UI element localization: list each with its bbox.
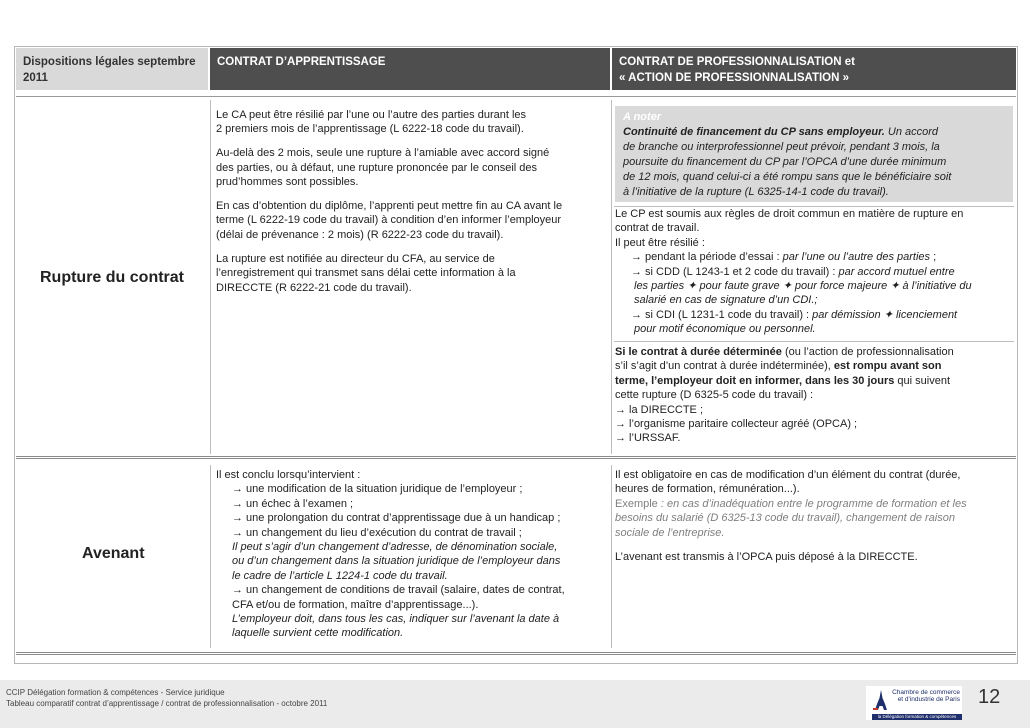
text-line: besoins du salarié (D 6325-13 code du travail), changement de raison: [615, 512, 955, 525]
text-line: → si CDI (L 1231-1 code du travail) : par démission ✦ licenciement: [631, 308, 958, 321]
text-line: [623, 125, 1005, 140]
text-line: heures de formation, rémunération...).: [615, 483, 800, 496]
text-line: Si le contrat à durée déterminée (ou l’action de professionnalisation: [615, 346, 954, 358]
text-line: des parties, ou à défaut, une rupture prononcée par le conseil des: [216, 161, 538, 174]
text-line: → l’organisme paritaire collecteur agréé (OPCA) ;: [615, 418, 858, 431]
avenant-ca-text: [216, 468, 610, 641]
row-separator-top: [16, 96, 1016, 97]
cp-inner-separator-2: [614, 341, 1014, 342]
text-line: salarié en cas de signature d’un CDI.;: [634, 294, 818, 307]
text-line: de branche ou interprofessionnel peut prévoir, pendant 3 mois, la: [623, 141, 940, 153]
text-line: s’il s’agit d’un contrat à durée indéterminée), est rompu avant son: [615, 360, 942, 373]
text-line: L’avenant est transmis à l’OPCA puis déposé à la DIRECCTE.: [615, 550, 918, 563]
text-line: poursuite du financement du CP par l’OPCA d’une durée minimum: [623, 156, 947, 168]
text-line: Le CP est soumis aux règles de droit commun en matière de rupture en: [615, 208, 964, 220]
text-line: Il est obligatoire en cas de modification d’un élément du contrat (durée,: [615, 469, 961, 481]
footer-line1: CCIP Délégation formation & compétences - Service juridique: [6, 688, 225, 697]
text-line: (délai de prévenance : 2 mois) (R 6222-23 code du travail).: [216, 228, 504, 241]
rupture-ca-text: [216, 108, 608, 295]
text-line: le cadre de l’article L 1224-1 code du travail.: [232, 569, 448, 582]
col-divider-2b: [611, 465, 612, 648]
text-line: Il est conclu lorsqu’intervient :: [216, 469, 361, 481]
text-line: à l’initiative de la rupture (L 6325-14-1 code du travail).: [623, 186, 889, 198]
text-line: → la DIRECCTE ;: [615, 403, 704, 416]
page-number: 12: [978, 686, 1001, 708]
header-cp-line1: CONTRAT DE PROFESSIONNALISATION et: [619, 56, 855, 68]
logo-line2: et d'industrie de Paris: [897, 696, 960, 703]
row-label-rupture: Rupture du contrat: [40, 269, 184, 286]
text-line: La rupture est notifiée au directeur du CFA, au service de: [216, 252, 495, 265]
text-line: Au-delà des 2 mois, seule une rupture à l’amiable avec accord signé: [216, 147, 550, 160]
text-line: Il peut s’agir d’un changement d’adresse, de dénomination sociale,: [232, 541, 558, 554]
rupture-cp-text: [615, 207, 1015, 337]
logo-line1: Chambre de commerce: [892, 689, 960, 696]
col-divider-1b: [210, 465, 211, 648]
note-bold: Continuité de financement du CP sans employeur.: [623, 126, 885, 138]
row-label-avenant: Avenant: [82, 545, 145, 562]
header-dispositions: Dispositions légales septembre 2011: [16, 48, 208, 90]
text-line: l’enregistrement qui transmet sans délai cette information à la: [216, 267, 516, 280]
text-line: Exemple : en cas d’inadéquation entre le programme de formation et les: [615, 497, 967, 510]
rupture-cp-text-2: [615, 345, 1015, 446]
text-line: → une prolongation du contrat d’apprentissage due à un handicap ;: [232, 512, 561, 525]
text-line: CFA et/ou de formation, maître d’apprentissage...).: [232, 598, 479, 611]
text-line: DIRECCTE (R 6222-21 code du travail).: [216, 281, 412, 294]
text-line: → un changement du lieu d’exécution du contrat de travail ;: [232, 526, 522, 539]
text-line: pour motif économique ou personnel.: [634, 323, 816, 336]
text-line: → un échec à l’examen ;: [232, 497, 354, 510]
header-cp-line2: « ACTION DE PROFESSIONNALISATION »: [619, 72, 850, 84]
header-contrat-apprentissage: CONTRAT D’APPRENTISSAGE: [210, 48, 610, 90]
row-separator-middle: [16, 456, 1016, 459]
text-line: de 12 mois, quand celui-ci a été rompu sans que le bénéficiaire soit: [623, 171, 952, 183]
text-line: → un changement de conditions de travail (salaire, dates de contrat,: [232, 584, 565, 597]
text-line: → l’URSSAF.: [615, 432, 681, 445]
footer-line2: Tableau comparatif contrat d’apprentissage / contrat de professionnalisation - octobre 2011: [6, 699, 328, 708]
col-divider-2a: [611, 100, 612, 454]
text-line: En cas d’obtention du diplôme, l’apprenti peut mettre fin au CA avant le: [216, 200, 563, 213]
avenant-cp-text: [615, 468, 1015, 564]
logo-text: [886, 689, 960, 703]
text-line: terme (L 6222-19 code du travail) à condition d’en informer l’employeur: [216, 214, 562, 227]
note-title: A noter: [623, 111, 662, 123]
text-line: → pendant la période d’essai : par l’une ou l’autre des parties ;: [631, 251, 937, 264]
row-separator-bottom: [16, 652, 1016, 655]
text-line: L’employeur doit, dans tous les cas, indiquer sur l’avenant la date à: [232, 613, 560, 626]
text-line: cette rupture (D 6325-5 code du travail) :: [615, 389, 814, 402]
text-line: 2 premiers mois de l’apprentissage (L 6222-18 code du travail).: [216, 123, 524, 136]
text-line: laquelle survient cette modification.: [232, 627, 404, 640]
text-line: sociale de l’entreprise.: [615, 526, 725, 539]
note-box: [615, 106, 1013, 202]
text-line: Il peut être résilié :: [615, 236, 705, 249]
header-contrat-professionnalisation: [612, 48, 1016, 90]
text-line: Le CA peut être résilié par l’une ou l’autre des parties durant les: [216, 109, 527, 121]
note-rest: Un accord: [884, 126, 939, 138]
text-line: contrat de travail.: [615, 222, 700, 235]
text-line: ou d’un changement dans la situation juridique de l’employeur dans: [232, 555, 561, 568]
text-line: terme, l’employeur doit en informer, dans les 30 jours qui suivent: [615, 374, 951, 387]
col-divider-1a: [210, 100, 211, 454]
text-line: → une modification de la situation juridique de l’employeur ;: [232, 483, 523, 496]
text-line: les parties ✦ pour faute grave ✦ pour force majeure ✦ à l’initiative du: [634, 280, 972, 293]
logo-bar: la Délégation formation & compétences: [872, 714, 962, 720]
text-line: prud’hommes sont possibles.: [216, 176, 359, 189]
text-line: → si CDD (L 1243-1 et 2 code du travail) : par accord mutuel entre: [631, 265, 955, 278]
